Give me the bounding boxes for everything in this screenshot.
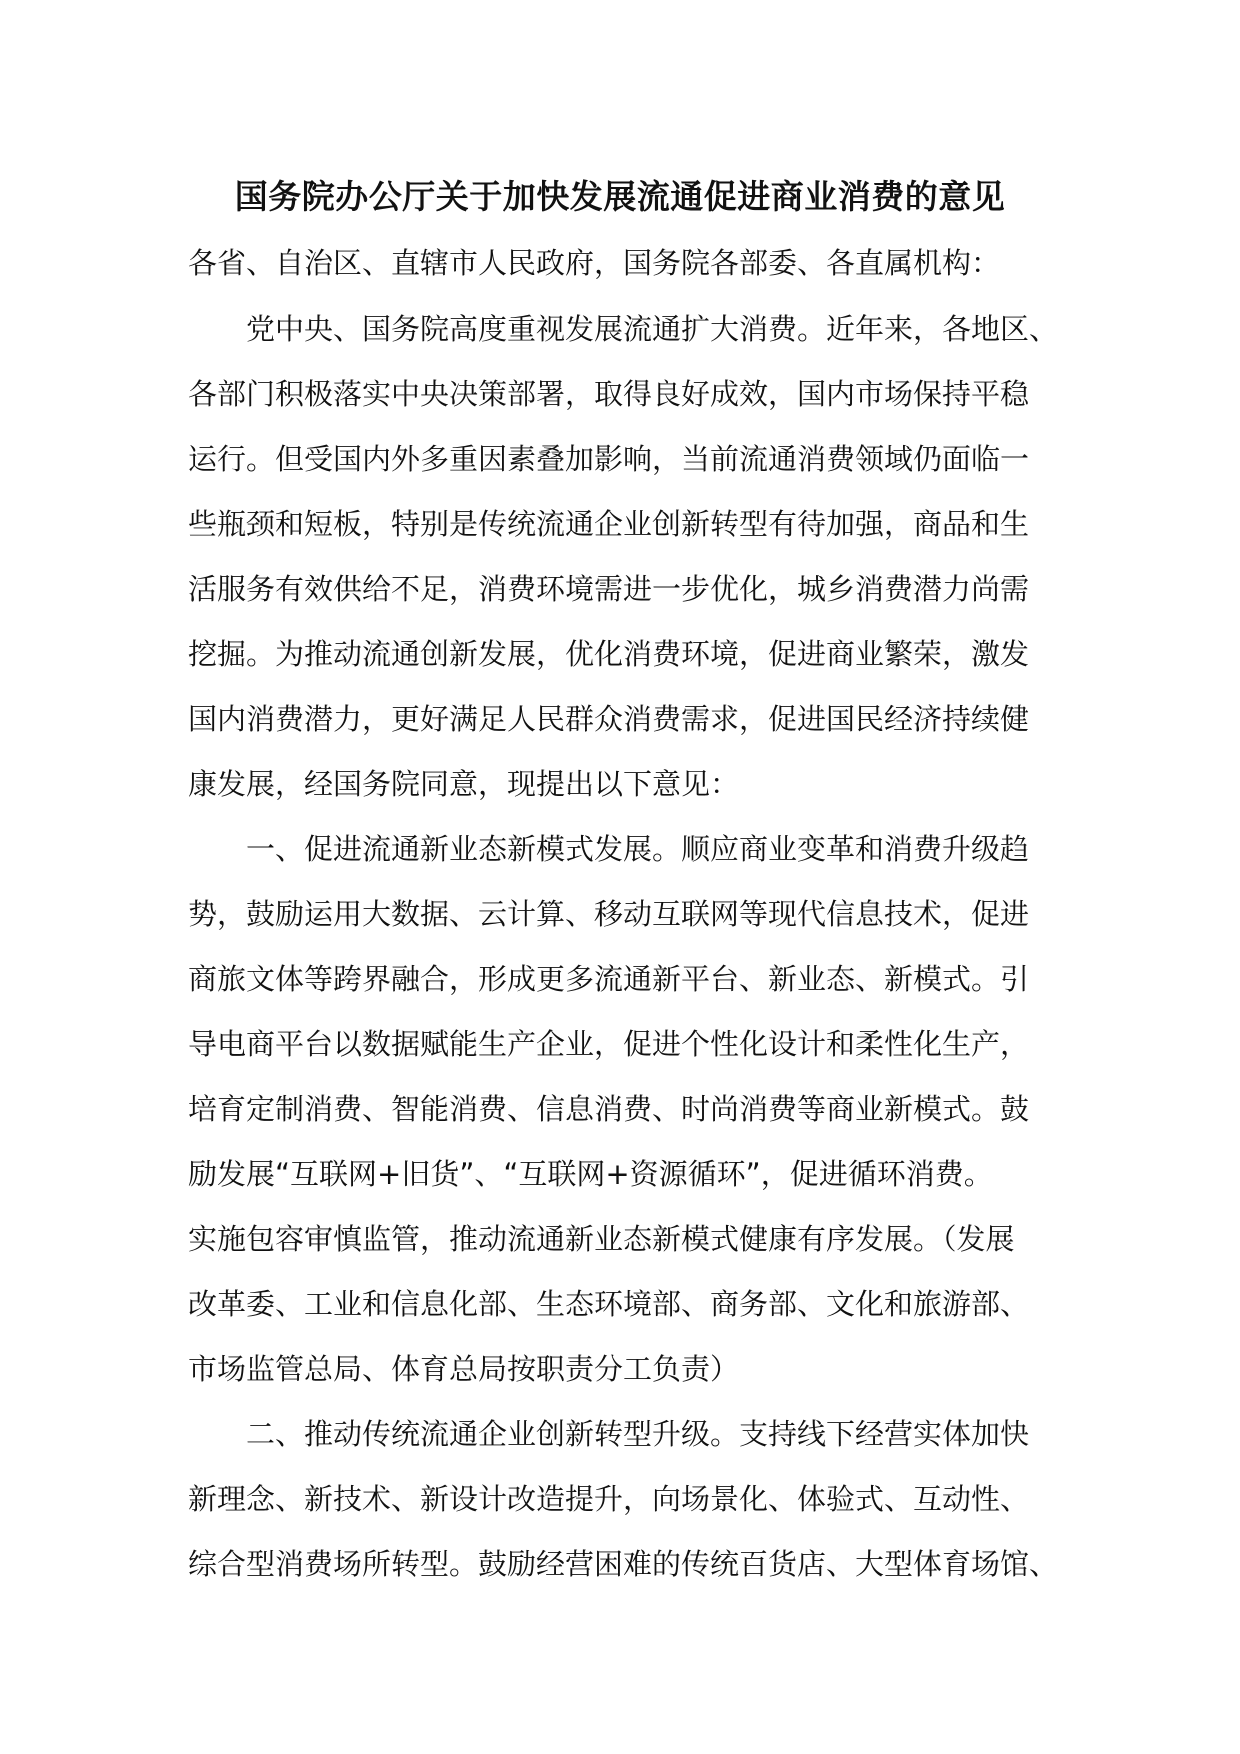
text-line: 挖掘。为推动流通创新发展，优化消费环境，促进商业繁荣，激发 [188,637,1030,671]
text-line: 党中央、国务院高度重视发展流通扩大消费。近年来，各地区、 [246,312,1059,346]
text-line: 康发展，经国务院同意，现提出以下意见： [188,767,740,801]
text-line: 运行。但受国内外多重因素叠加影响，当前流通消费领域仍面临一 [188,442,1030,476]
text-line: 励发展“互联网+旧货”、“互联网+资源循环”，促进循环消费。 [188,1157,993,1191]
document-salutation: 各省、自治区、直辖市人民政府，国务院各部委、各直属机构： [188,246,1001,280]
text-line: 改革委、工业和信息化部、生态环境部、商务部、文化和旅游部、 [188,1287,1030,1321]
text-line: 培育定制消费、智能消费、信息消费、时尚消费等商业新模式。鼓 [188,1092,1030,1126]
text-line: 商旅文体等跨界融合，形成更多流通新平台、新业态、新模式。引 [188,962,1030,996]
text-line: 一、促进流通新业态新模式发展。顺应商业变革和消费升级趋 [246,832,1030,866]
text-line: 活服务有效供给不足，消费环境需进一步优化，城乡消费潜力尚需 [188,572,1030,606]
text-line: 国内消费潜力，更好满足人民群众消费需求，促进国民经济持续健 [188,702,1030,736]
text-line: 实施包容审慎监管，推动流通新业态新模式健康有序发展。（发展 [188,1222,1015,1256]
text-line: 新理念、新技术、新设计改造提升，向场景化、体验式、互动性、 [188,1482,1030,1516]
text-line: 市场监管总局、体育总局按职责分工负责） [188,1352,740,1386]
text-line: 二、推动传统流通企业创新转型升级。支持线下经营实体加快 [246,1417,1030,1451]
text-line: 些瓶颈和短板，特别是传统流通企业创新转型有待加强，商品和生 [188,507,1030,541]
text-line: 势，鼓励运用大数据、云计算、移动互联网等现代信息技术，促进 [188,897,1030,931]
document-body [188,306,1068,1606]
text-line: 综合型消费场所转型。鼓励经营困难的传统百货店、大型体育场馆、 [188,1547,1059,1581]
document-title: 国务院办公厅关于加快发展流通促进商业消费的意见 [234,177,1006,216]
text-line: 导电商平台以数据赋能生产企业，促进个性化设计和柔性化生产， [188,1027,1030,1061]
text-line: 各部门积极落实中央决策部署，取得良好成效，国内市场保持平稳 [188,377,1030,411]
